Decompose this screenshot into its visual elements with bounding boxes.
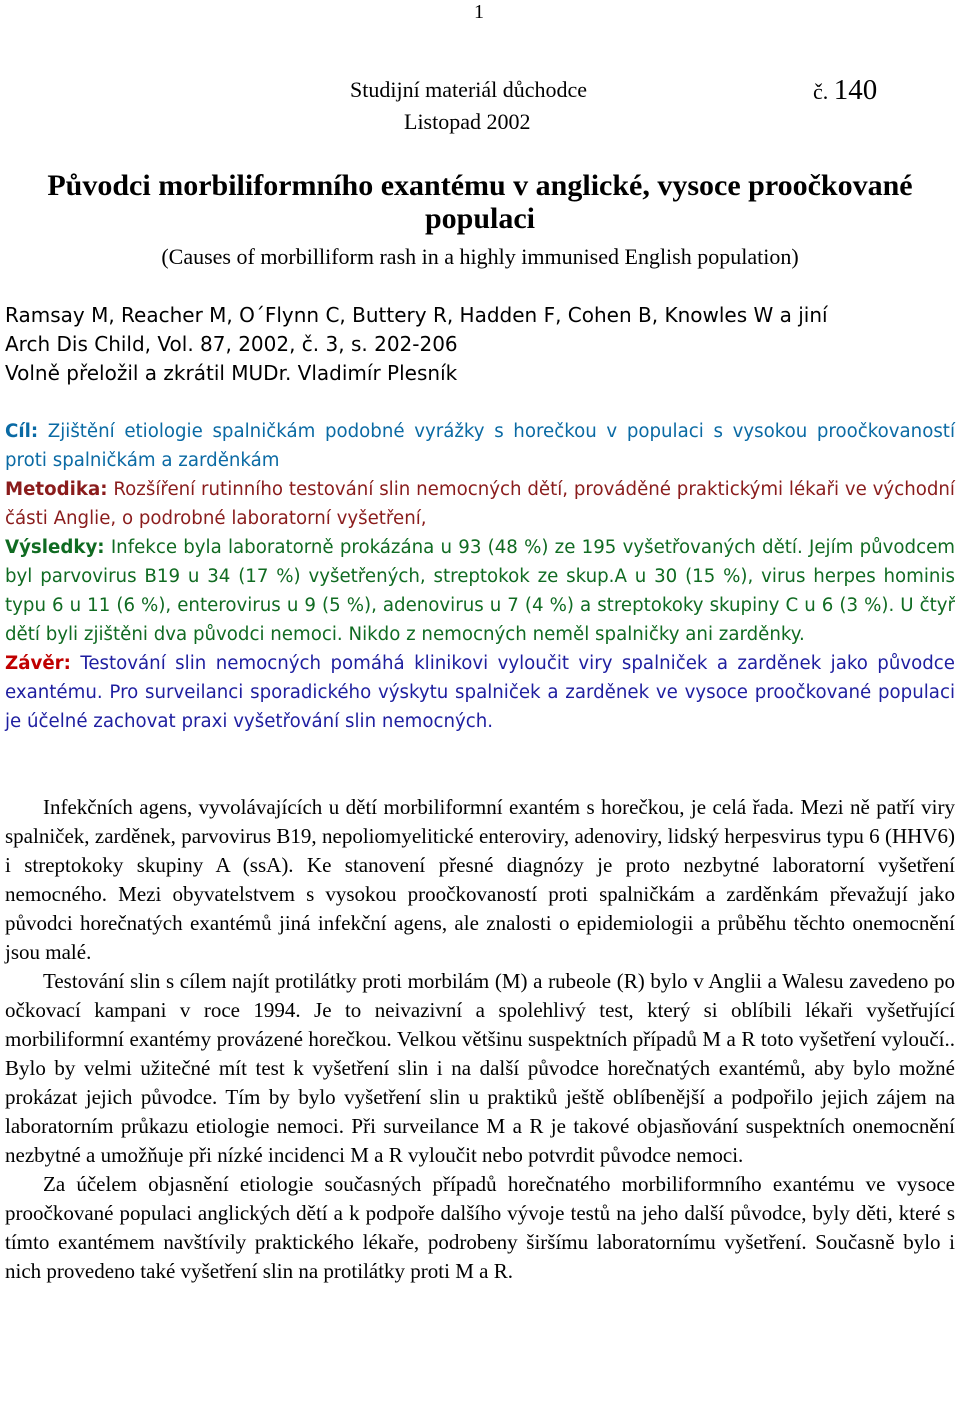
body-paragraph: Za účelem objasnění etiologie současných případů horečnatého morbiliformního exantému ve vysoce proočkované populaci anglických dětí a k podpoře dalšího vývoje testů na jeho další původce, byly děti, které s tímto exantémem navštívily praktického lékaře, podrobeny širšímu laboratornímu vyšetření. Současně bylo i nich provedeno také vyšetření slin na protilátky proti M a R.	[5, 1172, 955, 1283]
authors-line: Ramsay M, Reacher M, O´Flynn C, Buttery R, Hadden F, Cohen B, Knowles W a jiní	[5, 303, 828, 327]
results-label: Výsledky:	[5, 537, 105, 558]
abstract-conclusion	[5, 649, 955, 736]
article-title: Původci morbiliformního exantému v anglické, vysoce proočkované populaci	[47, 169, 913, 235]
method-label: Metodika:	[5, 479, 108, 500]
publication-date: Listopad 2002	[404, 109, 531, 134]
aim-text: Zjištění etiologie spalničkám podobné vyrážky s horečkou v populaci s vysokou proočkovaností proti spalničkám a zarděnkám	[5, 421, 955, 471]
conclusion-text: Testování slin nemocných pomáhá klinikovi vyloučit viry spalniček a zarděnek jako původce exantému. Pro surveilanci sporadického výskytu spalniček a zarděnek ve vysoce proočkované populaci je účelné zachovat praxi vyšetřování slin nemocných.	[5, 653, 955, 732]
abstract-results	[5, 533, 955, 649]
article-subtitle: (Causes of morbilliform rash in a highly immunised English population)	[161, 244, 799, 269]
conclusion-label: Závěr:	[5, 653, 71, 674]
translator-line: Volně přeložil a zkrátil MUDr. Vladimír Plesník	[5, 361, 458, 385]
abstract-aim	[5, 417, 955, 475]
abstract-method	[5, 475, 955, 533]
method-text: Rozšíření rutinního testování slin nemocných dětí, prováděné praktickými lékaři ve východní části Anglie, o podrobné laboratorní vyšetření,	[5, 479, 955, 529]
results-text: Infekce byla laboratorně prokázána u 93 (48 %) ze 195 vyšetřovaných dětí. Jejím původcem byl parvovirus B19 u 34 (17 %) vyšetřených, streptokok ze skup.A u 30 (15 %), virus herpes hominis typu 6 u 11 (6 %), enterovirus u 9 (5 %), adenovirus u 7 (4 %) a streptokoky skupiny C u 6 (3 %). U čtyř dětí byli zjištěni dva původci nemoci. Nikdo z nemocných neměl spalničky ani zarděnky.	[5, 537, 955, 645]
body-paragraph: Testování slin s cílem najít protilátky proti morbilám (M) a rubeole (R) bylo v Anglii a Walesu zavedeno po očkovací kampani v roce 1994. Je to neivazivní a spolehlivý test, který si oblíbili lékaři vyšetřující morbiliformní exantémy provázené horečkou. Velkou většinu suspektních případů M a R toto vyšetření vyloučí.. Bylo by velmi užitečné mít test k vyšetření slin i na další původce horečnatých exantémů, aby bylo možné prokázat jejich původce. Tím by bylo vyšetření slin u praktiků ještě oblíbenější a podpořilo jejich zájem na laboratorním průkazu etiologie nemoci. Při surveilance M a R je takové objasňování suspektních onemocnění nezbytné a umožňuje při nízké incidenci M a R vyloučit nebo potvrdit původce nemoci.	[5, 969, 955, 1167]
issue-number	[813, 74, 877, 108]
issue-number-value: 140	[833, 74, 878, 106]
journal-citation: Arch Dis Child, Vol. 87, 2002, č. 3, s. 202-206	[5, 332, 458, 356]
abstract	[5, 417, 955, 736]
issue-prefix: č.	[813, 79, 829, 104]
body-paragraph: Infekčních agens, vyvolávajících u dětí morbiliformní exantém s horečkou, je celá řada. Mezi ně patří viry spalniček, zarděnek, parvovirus B19, nepoliomyelitické enteroviry, adenoviry, lidský herpesvirus typu 6 (HHV6) i streptokoky skupiny A (ssA). Ke stanovení přesné diagnózy je proto nezbytné laboratorní vyšetření nemocného. Mezi obyvatelstvem s vysokou proočkovaností proti spalničkám a zarděnkám převažují jako původci horečnatých exantémů jiná infekční agens, ale znalosti o epidemiologii a průběhu těchto onemocnění jsou malé.	[5, 795, 955, 964]
publication-label: Studijní materiál důchodce	[350, 77, 588, 102]
article-body	[5, 793, 955, 1286]
aim-label: Cíl:	[5, 421, 39, 442]
page-number: 1	[474, 1, 484, 23]
